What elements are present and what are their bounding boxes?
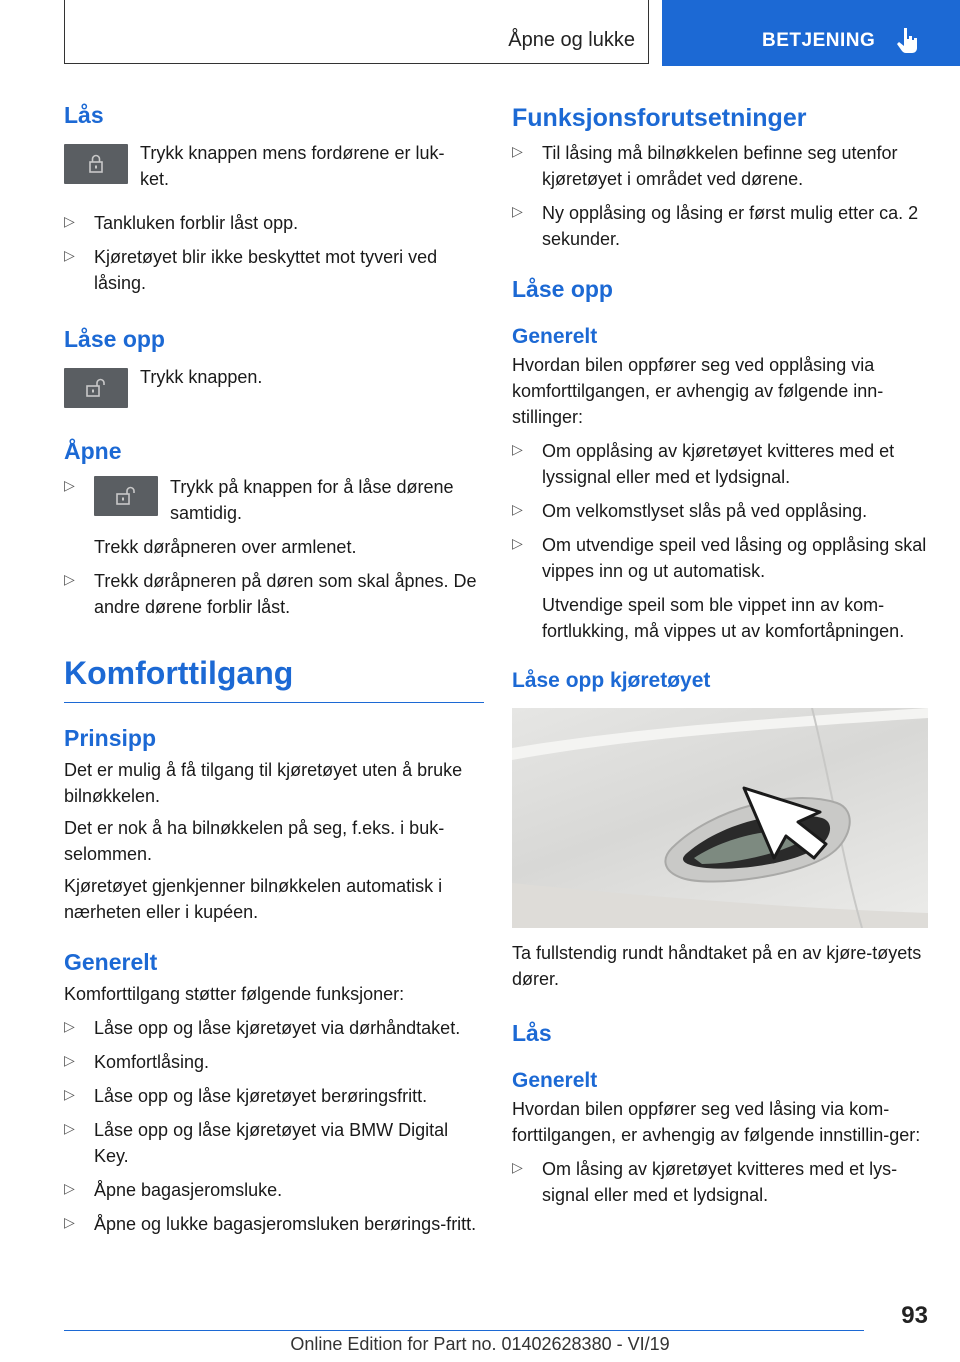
heading-laase-opp: Låse opp — [64, 326, 165, 352]
unlock-button-icon — [64, 368, 128, 408]
laas-bullets — [512, 1156, 932, 1208]
list-item: ▷ Trekk døråpneren på døren som skal åpnes. De andre dørene forblir låst. — [64, 568, 484, 620]
list-item: ▷ Låse opp og låse kjøretøyet via BMW Digital Key. — [64, 1117, 484, 1169]
list-item: ▷ Om velkomstlyset slås på ved opplåsing. — [512, 498, 932, 524]
heading-generelt: Generelt — [64, 949, 158, 975]
left-column — [64, 100, 484, 1237]
triangle-bullet-icon: ▷ — [64, 477, 75, 493]
heading-laas: Lås — [64, 102, 104, 128]
triangle-bullet-icon: ▷ — [64, 1086, 75, 1102]
unlock-button-text: Trykk knappen. — [140, 367, 263, 387]
list-item: ▷ Åpne bagasjeromsluke. — [64, 1177, 484, 1203]
header-section-title: Åpne og lukke — [508, 29, 635, 51]
lock-button-text: Trykk knappen mens fordørene er luk-ket. — [140, 143, 445, 189]
footer-edition-text: Online Edition for Part no. 01402628380 - VI/19 — [290, 1334, 670, 1354]
list-item: ▷ Åpne og lukke bagasjeromsluken berørings-fritt. — [64, 1211, 484, 1237]
heading-laase-opp-kjoretoyet: Låse opp kjøretøyet — [512, 669, 711, 692]
list-item: ▷ Ny opplåsing og låsing er først mulig etter ca. 2 sekunder. — [512, 200, 932, 252]
heading-komforttilgang: Komforttilgang — [64, 650, 484, 703]
triangle-bullet-icon: ▷ — [512, 535, 523, 551]
generelt-bullets — [512, 438, 932, 644]
footer-rule — [64, 1330, 864, 1331]
list-item: ▷ Komfortlåsing. — [64, 1049, 484, 1075]
triangle-bullet-icon: ▷ — [64, 1018, 75, 1034]
heading-generelt: Generelt — [512, 325, 598, 348]
triangle-bullet-icon: ▷ — [512, 203, 523, 219]
triangle-bullet-icon: ▷ — [512, 501, 523, 517]
triangle-bullet-icon: ▷ — [512, 441, 523, 457]
lock-button-icon — [64, 144, 128, 184]
prinsipp-paragraph: Kjøretøyet gjenkjenner bilnøkkelen automatisk i nærheten eller i kupéen. — [64, 876, 443, 922]
triangle-bullet-icon: ▷ — [64, 1052, 75, 1068]
heading-funksjonsforutsetninger: Funksjonsforutsetninger — [512, 104, 807, 132]
photo-caption: Ta fullstendig rundt håndtaket på en av kjøre-tøyets dører. — [512, 943, 922, 989]
triangle-bullet-icon: ▷ — [512, 143, 523, 159]
pointing-hand-icon — [896, 26, 922, 54]
laas-generelt-intro: Hvordan bilen oppfører seg ved låsing via kom-forttilgangen, er avhengig av følgende innstillin-ger: — [512, 1099, 921, 1145]
laas-bullets — [64, 210, 484, 296]
triangle-bullet-icon: ▷ — [64, 1180, 75, 1196]
lock-button-row — [64, 140, 484, 192]
header-chapter-label: BETJENING — [762, 30, 876, 51]
heading-generelt: Generelt — [512, 1069, 598, 1092]
prinsipp-paragraph: Det er nok å ha bilnøkkelen på seg, f.eks. i buk-selommen. — [64, 818, 445, 864]
list-item: ▷ Tankluken forblir låst opp. — [64, 210, 484, 236]
right-column — [512, 100, 932, 1208]
list-item: ▷ Låse opp og låse kjøretøyet via dørhåndtaket. — [64, 1015, 484, 1041]
prinsipp-paragraph: Det er mulig å få tilgang til kjøretøyet uten å bruke bilnøkkelen. — [64, 760, 463, 806]
heading-laase-opp: Låse opp — [512, 276, 613, 302]
door-handle-photo — [512, 708, 928, 928]
triangle-bullet-icon: ▷ — [64, 1120, 75, 1136]
unlock-button-row — [64, 364, 484, 408]
list-item: ▷ Om låsing av kjøretøyet kvitteres med et lys-signal eller med et lydsignal. — [512, 1156, 932, 1208]
list-item: ▷ Om utvendige speil ved låsing og opplåsing skal vippes inn og ut automatisk. — [512, 532, 932, 584]
triangle-bullet-icon: ▷ — [64, 213, 75, 229]
header-chapter-tab[interactable] — [662, 0, 960, 66]
triangle-bullet-icon: ▷ — [64, 247, 75, 263]
list-item: ▷ Om opplåsing av kjøretøyet kvitteres med et lyssignal eller med et lydsignal. — [512, 438, 932, 490]
aapne-bullets — [64, 474, 484, 620]
heading-laas: Lås — [512, 1020, 552, 1046]
funk-bullets — [512, 140, 932, 252]
triangle-bullet-icon: ▷ — [512, 1159, 523, 1175]
heading-prinsipp: Prinsipp — [64, 725, 157, 751]
unlock-button-icon — [94, 476, 158, 516]
triangle-bullet-icon: ▷ — [64, 571, 75, 587]
heading-aapne: Åpne — [64, 438, 122, 464]
generelt-bullets — [64, 1015, 484, 1237]
list-item: ▷ Trykk på knappen for å låse dørene samtidig. Trekk døråpneren over armlenet. — [64, 474, 484, 560]
door-handle-illustration — [512, 708, 928, 928]
list-item: ▷ Låse opp og låse kjøretøyet berøringsfritt. — [64, 1083, 484, 1109]
bullet-continuation: Utvendige speil som ble vippet inn av kom-fortlukking, må vippes ut av komfortåpningen. — [542, 595, 905, 641]
generelt-intro: Hvordan bilen oppfører seg ved opplåsing via komforttilgangen, er avhengig av følgende inn-stillinger: — [512, 355, 884, 427]
triangle-bullet-icon: ▷ — [64, 1214, 75, 1230]
list-item: ▷ Kjøretøyet blir ikke beskyttet mot tyveri ved låsing. — [64, 244, 484, 296]
page-number: 93 — [901, 1302, 928, 1329]
generelt-intro: Komforttilgang støtter følgende funksjoner: — [64, 984, 405, 1004]
list-item: ▷ Til låsing må bilnøkkelen befinne seg utenfor kjøretøyet i området ved dørene. — [512, 140, 932, 192]
